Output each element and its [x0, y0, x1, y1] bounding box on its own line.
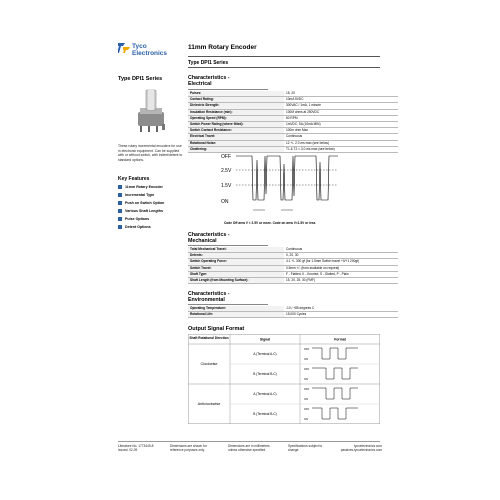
footer-specs-note: Specifications subject to change. — [288, 444, 323, 453]
electrical-title-rule — [188, 89, 268, 90]
table-row: Electrical Travel: Continuous — [188, 134, 398, 140]
acw-b-format — [304, 407, 358, 421]
acw-a-format — [304, 387, 358, 401]
bullet-icon — [118, 209, 122, 213]
brand-line-1: Tyco — [132, 43, 147, 50]
footer-units-note: Dimensions are in millimetres unless otherwise specified. — [228, 444, 270, 453]
website-link-2[interactable]: passives.tycoelectronics.com — [340, 448, 382, 453]
svg-text:OFF: OFF — [304, 388, 310, 391]
table-row: Operating Temperature: -10 / +85 degrees C — [188, 306, 398, 312]
table-row: Chattering: T1 & T2 < 3.0 ms max (see below) — [188, 146, 398, 152]
key-feature-item: Pulse Options — [118, 215, 164, 223]
table-row: Detents: 0, 20, 30 — [188, 253, 398, 259]
table-row: Shaft Type: F - Flatted, K - Knurled, S - Slotted, P - Plain — [188, 271, 398, 277]
type-line: Type DPI1 Series — [188, 60, 229, 66]
key-features-title: Key Features — [118, 176, 150, 182]
mechanical-table — [188, 247, 398, 284]
mechanical-title-rule — [188, 245, 268, 246]
svg-text:ON: ON — [304, 418, 308, 421]
footer-rule — [118, 441, 380, 442]
footer-literature: Literature No. 1773449-8 Issued: 02-09 — [118, 444, 154, 453]
bullet-icon — [118, 193, 122, 197]
table-row: Rotational Noise: 12 +/- 2.0 ms max (see below) — [188, 140, 398, 146]
table-row: Switch Power Rating (where fitted): 1mVDC, 5A (10mA MIN) — [188, 122, 398, 128]
header-format: Format — [334, 337, 346, 342]
footer-dimensions-note: Dimensions are shown for reference purposes only. — [170, 444, 207, 453]
table-row: Insulation Resistance (min): 100M ohms at 250VDC — [188, 109, 398, 115]
cw-b-format — [304, 367, 358, 381]
wave-label-off: OFF — [221, 154, 231, 160]
key-feature-item: Detent Options — [118, 223, 164, 231]
key-features-list — [118, 183, 164, 231]
svg-text:OFF: OFF — [304, 408, 310, 411]
electrical-table — [188, 91, 398, 153]
series-title: Type DPI1 Series — [118, 76, 163, 82]
header-rule — [188, 56, 380, 57]
output-signal-title: Output Signal Format — [188, 326, 245, 332]
table-row: Total Mechanical Travel: Continuous — [188, 247, 398, 253]
bullet-icon — [118, 217, 122, 221]
environmental-section-title: Characteristics - Environmental — [188, 291, 230, 303]
brand-name — [132, 43, 167, 57]
key-feature-item: Push on Switch Option — [118, 199, 164, 207]
bullet-icon — [118, 225, 122, 229]
website-link-1[interactable]: tycoelectronics.com — [354, 444, 382, 448]
direction-anticlockwise: Anticlockwise — [197, 402, 221, 406]
bullet-icon — [118, 201, 122, 205]
table-row: Switch Operating Force: 4.1 +/- 300 gf (for 1.5mm Switch travel +0/+1 200gf) — [188, 259, 398, 265]
electrical-section-title: Characteristics - Electrical — [188, 75, 230, 87]
output-signal-table — [188, 334, 380, 424]
signal-acw-b: B (Terminal B-C) — [253, 412, 277, 416]
code-note: Code Off area V < 2.5V or more. Code on area V<1.5V or less — [224, 221, 316, 225]
header-direction: Shaft Rotational Direction — [189, 336, 229, 340]
table-row: Operating Speed (RPM): 60 RPM — [188, 115, 398, 121]
table-row: Shaft Length (from Mounting Surface): 15, 20, 25, 30 (FMF) — [188, 278, 398, 284]
document-title: 11mm Rotary Encoder — [188, 44, 257, 51]
bullet-icon — [118, 185, 122, 189]
chattering-waveform — [220, 150, 340, 218]
svg-text:ON: ON — [304, 378, 308, 381]
brand-line-2: Electronics — [132, 50, 168, 57]
tyco-logo-icon — [118, 42, 130, 54]
direction-clockwise: Clockwise — [200, 362, 218, 366]
cw-a-format — [304, 347, 358, 361]
wave-label-2-5v: 2.5V — [221, 168, 232, 174]
table-row: Pulses: 15, 20 — [188, 91, 398, 97]
series-intro: These rotary incremental encoders for use in electronic equipment. Can be supplied with or without switch, with indent/detent to standard options. — [118, 144, 183, 162]
key-feature-item: 11mm Rotary Encoder — [118, 183, 164, 191]
signal-cw-b: B (Terminal B-C) — [253, 372, 277, 376]
waveform-trace — [236, 156, 338, 200]
table-row: Rotational Life: 15,000 Cycles — [188, 312, 398, 318]
signal-acw-a: A (Terminal A-C) — [253, 392, 277, 396]
type-rule — [188, 67, 380, 68]
table-row: Switch Contact Resistance: 100m ohm Max — [188, 128, 398, 134]
header-signal: Signal — [259, 337, 271, 342]
key-feature-item: Incremental Type — [118, 191, 164, 199]
svg-text:OFF: OFF — [304, 348, 310, 351]
signal-cw-a: A (Terminal A-C) — [253, 352, 277, 356]
svg-text:ON: ON — [304, 358, 308, 361]
environmental-table — [188, 306, 398, 318]
wave-label-on: ON — [221, 199, 229, 205]
footer-websites — [338, 444, 382, 453]
table-row: Contact Rating: 10mA 5VDC — [188, 97, 398, 103]
key-feature-item: Various Shaft Lengths — [118, 207, 164, 215]
svg-text:ON: ON — [304, 398, 308, 401]
wave-label-1-5v: 1.5V — [221, 183, 232, 189]
encoder-photo — [128, 86, 176, 134]
environmental-title-rule — [188, 304, 268, 305]
table-row: Switch Travel: 0.5mm +/- (from available on request) — [188, 265, 398, 271]
svg-text:OFF: OFF — [304, 368, 310, 371]
mechanical-section-title: Characteristics - Mechanical — [188, 232, 230, 244]
table-row: Dielectric Strength: 300VAC / 1mA, 1 minute — [188, 103, 398, 109]
